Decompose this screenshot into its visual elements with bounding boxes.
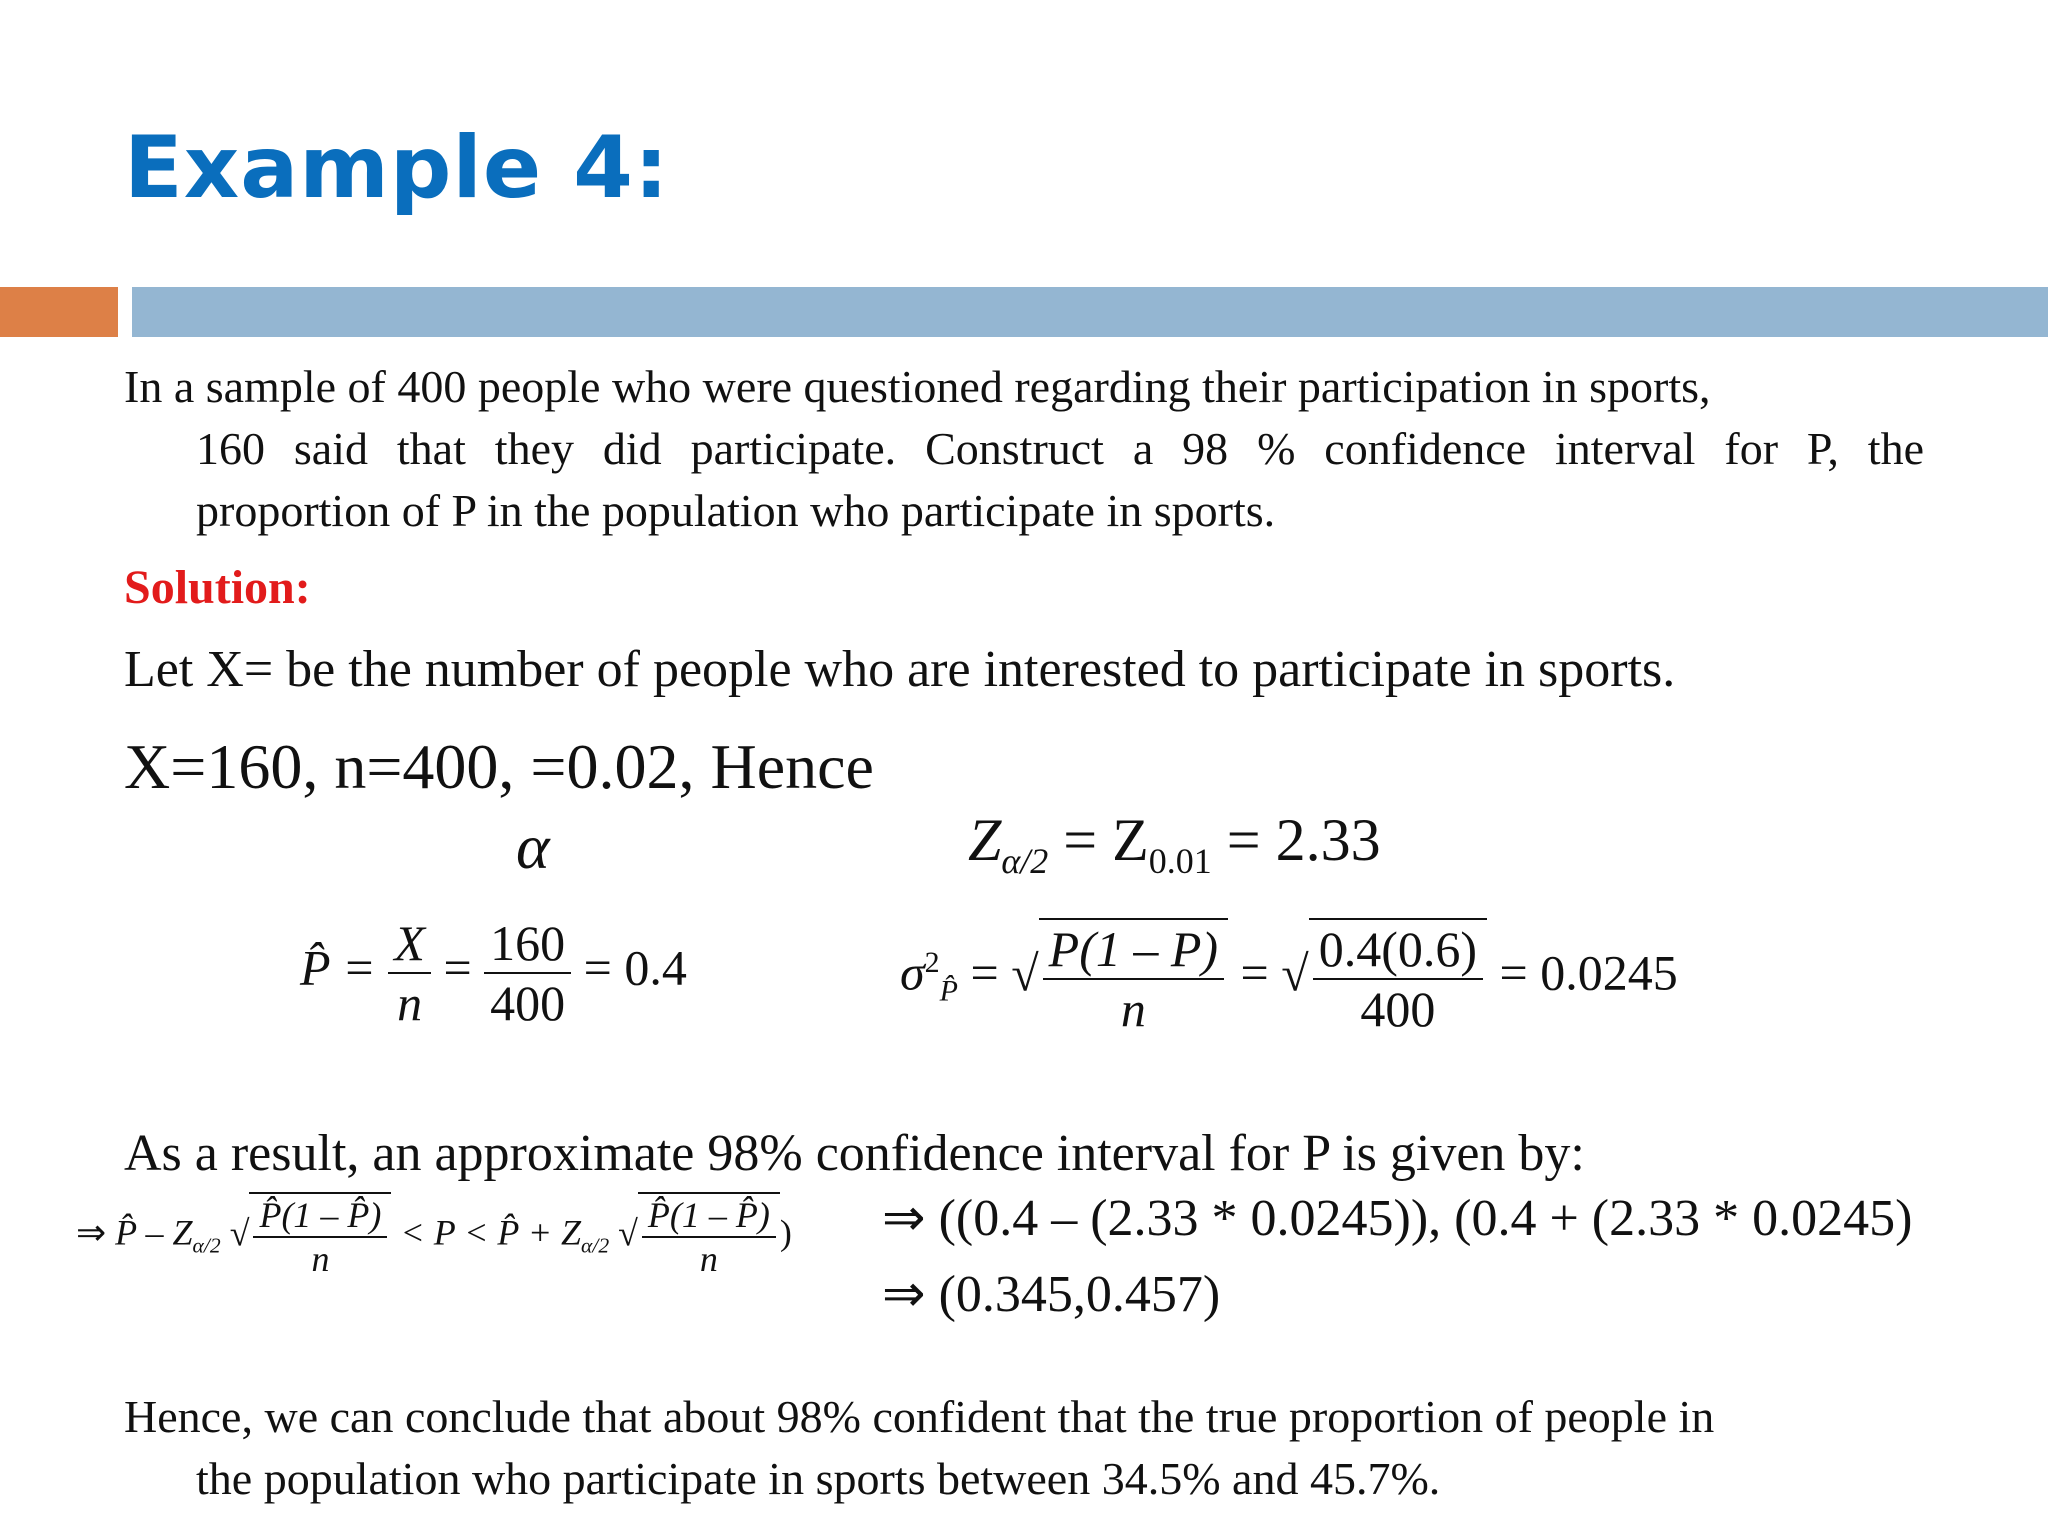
sigma-equation: $\sigma^2_{P̂}$ = √ $\frac{P(1 - P)}{n}$ = √ $\frac{0.4(0.6)}{400}$ = 0.0245 — [900, 918, 1678, 1038]
let-line: Let X= be the number of people who are interested to participate in sports. — [124, 641, 1676, 698]
slide-title: Example 4: — [124, 118, 670, 218]
ci-step-1: ⇒ ((0.4 – (2.33 * 0.0245)), (0.4 + (2.33 * 0.0245) — [882, 1190, 1913, 1247]
solution-label: Solution: — [124, 561, 311, 614]
accent-bar-orange — [0, 287, 118, 337]
problem-line-2: 160 said that they did participate. Construct a 98 % confidence interval for P, the — [196, 423, 1924, 474]
problem-line-1: In a sample of 400 people who were questioned regarding their participation in sports, — [124, 361, 1711, 412]
conclusion-line-1: Hence, we can conclude that about 98% confident that the true proportion of people in — [124, 1391, 1715, 1442]
accent-bar-blue — [132, 287, 2048, 337]
conclusion-line-2: the population who participate in sports between 34.5% and 45.7%. — [196, 1453, 1441, 1504]
ci-formula: ⇒ P̂ – $Z_{\alpha/2}$ √ $\frac{P̂(1 - P̂)}{n}$ < P < P̂ + $Z_{\alpha/2}$ √ $\frac{P̂(1 - P̂)}{n}$ ) — [76, 1192, 792, 1280]
given-line: X=160, n=400, =0.02, Hence — [124, 731, 874, 802]
z-equation: $Z_{\alpha/2} = Z_{0.01} = 2.33$ — [968, 807, 1381, 881]
phat-equation: P̂ = $\frac{X}{n}$ = $\frac{160}{400}$ = 0.4 — [300, 915, 687, 1031]
result-line: As a result, an approximate 98% confidence interval for P is given by: — [124, 1125, 1585, 1182]
problem-line-3: proportion of P in the population who participate in sports. — [196, 485, 1276, 536]
ci-step-2: ⇒ (0.345,0.457) — [882, 1266, 1221, 1323]
alpha-symbol: α — [516, 811, 550, 882]
